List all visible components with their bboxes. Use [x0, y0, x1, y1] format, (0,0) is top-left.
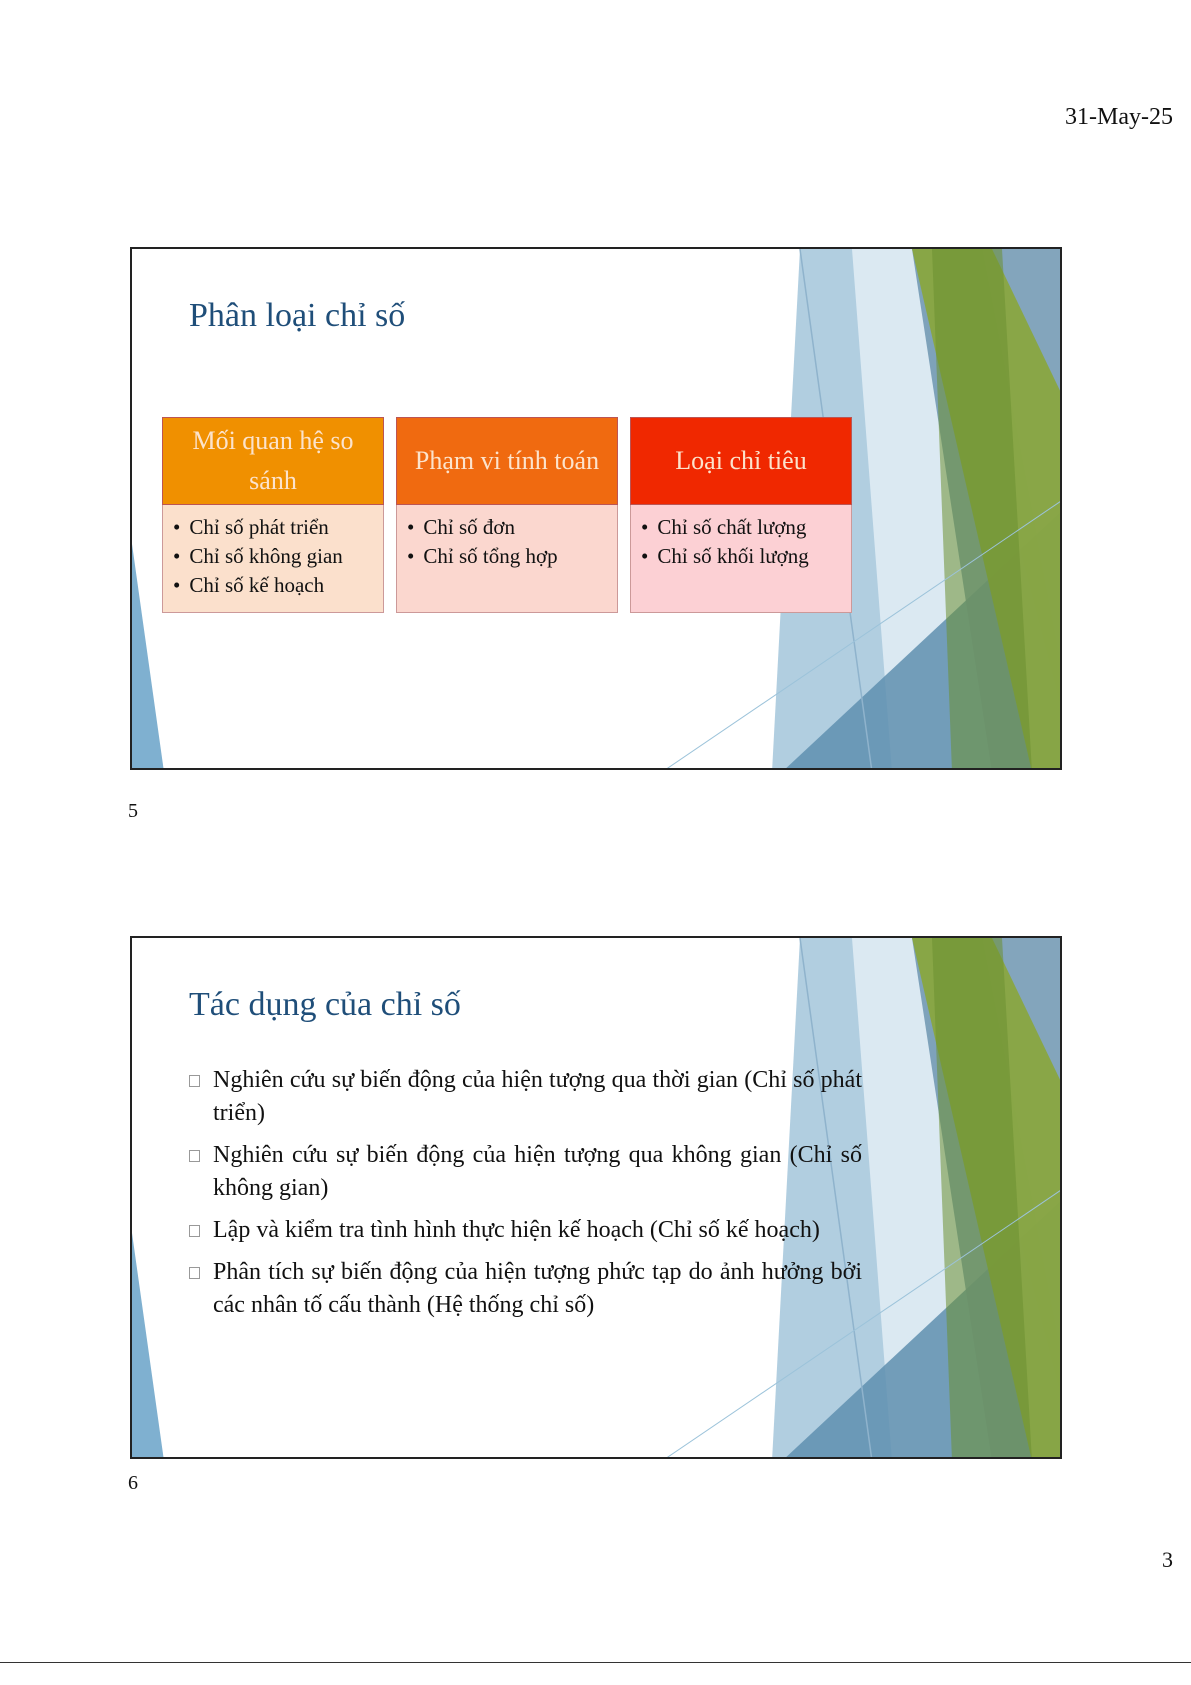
slide-title: Tác dụng của chỉ số	[189, 986, 461, 1023]
page-number: 3	[1162, 1547, 1173, 1572]
slide-title: Phân loại chỉ số	[189, 297, 406, 334]
slide-5	[130, 247, 1062, 770]
column-heading: Phạm vi tính toán	[396, 417, 618, 505]
checkbox-bullet-icon	[189, 1225, 200, 1237]
list-item: Lập và kiểm tra tình hình thực hiện kế hoạch (Chỉ số kế hoạch)	[189, 1214, 862, 1247]
bullet-list	[189, 1064, 862, 1331]
classification-column-1	[162, 417, 384, 613]
column-heading: Mối quan hệ so sánh	[162, 417, 384, 505]
checkbox-bullet-icon	[189, 1267, 200, 1279]
slide-number: 6	[128, 1472, 138, 1494]
classification-column-3	[630, 417, 852, 613]
classification-column-2	[396, 417, 618, 613]
column-body	[630, 505, 852, 613]
list-item: • Chỉ số tổng hợp	[407, 542, 617, 571]
column-heading: Loại chỉ tiêu	[630, 417, 852, 505]
list-item: Nghiên cứu sự biến động của hiện tượng qua thời gian (Chỉ số phát triển)	[189, 1064, 862, 1130]
list-item: • Chỉ số phát triển	[173, 513, 383, 542]
list-item: • Chỉ số kế hoạch	[173, 571, 383, 600]
list-item: • Chỉ số đơn	[407, 513, 617, 542]
header-date: 31-May-25	[1065, 104, 1173, 130]
slide-number: 5	[128, 800, 138, 822]
checkbox-bullet-icon	[189, 1150, 200, 1162]
list-item: Phân tích sự biến động của hiện tượng phức tạp do ảnh hưởng bởi các nhân tố cấu thành (Hệ thống chỉ số)	[189, 1256, 862, 1322]
slide-6	[130, 936, 1062, 1459]
column-body	[162, 505, 384, 613]
list-item: Nghiên cứu sự biến động của hiện tượng qua không gian (Chỉ số không gian)	[189, 1139, 862, 1205]
list-item: • Chỉ số chất lượng	[641, 513, 851, 542]
column-body	[396, 505, 618, 613]
checkbox-bullet-icon	[189, 1075, 200, 1087]
list-item: • Chỉ số khối lượng	[641, 542, 851, 571]
list-item: • Chỉ số không gian	[173, 542, 383, 571]
footer-divider	[0, 1662, 1191, 1663]
